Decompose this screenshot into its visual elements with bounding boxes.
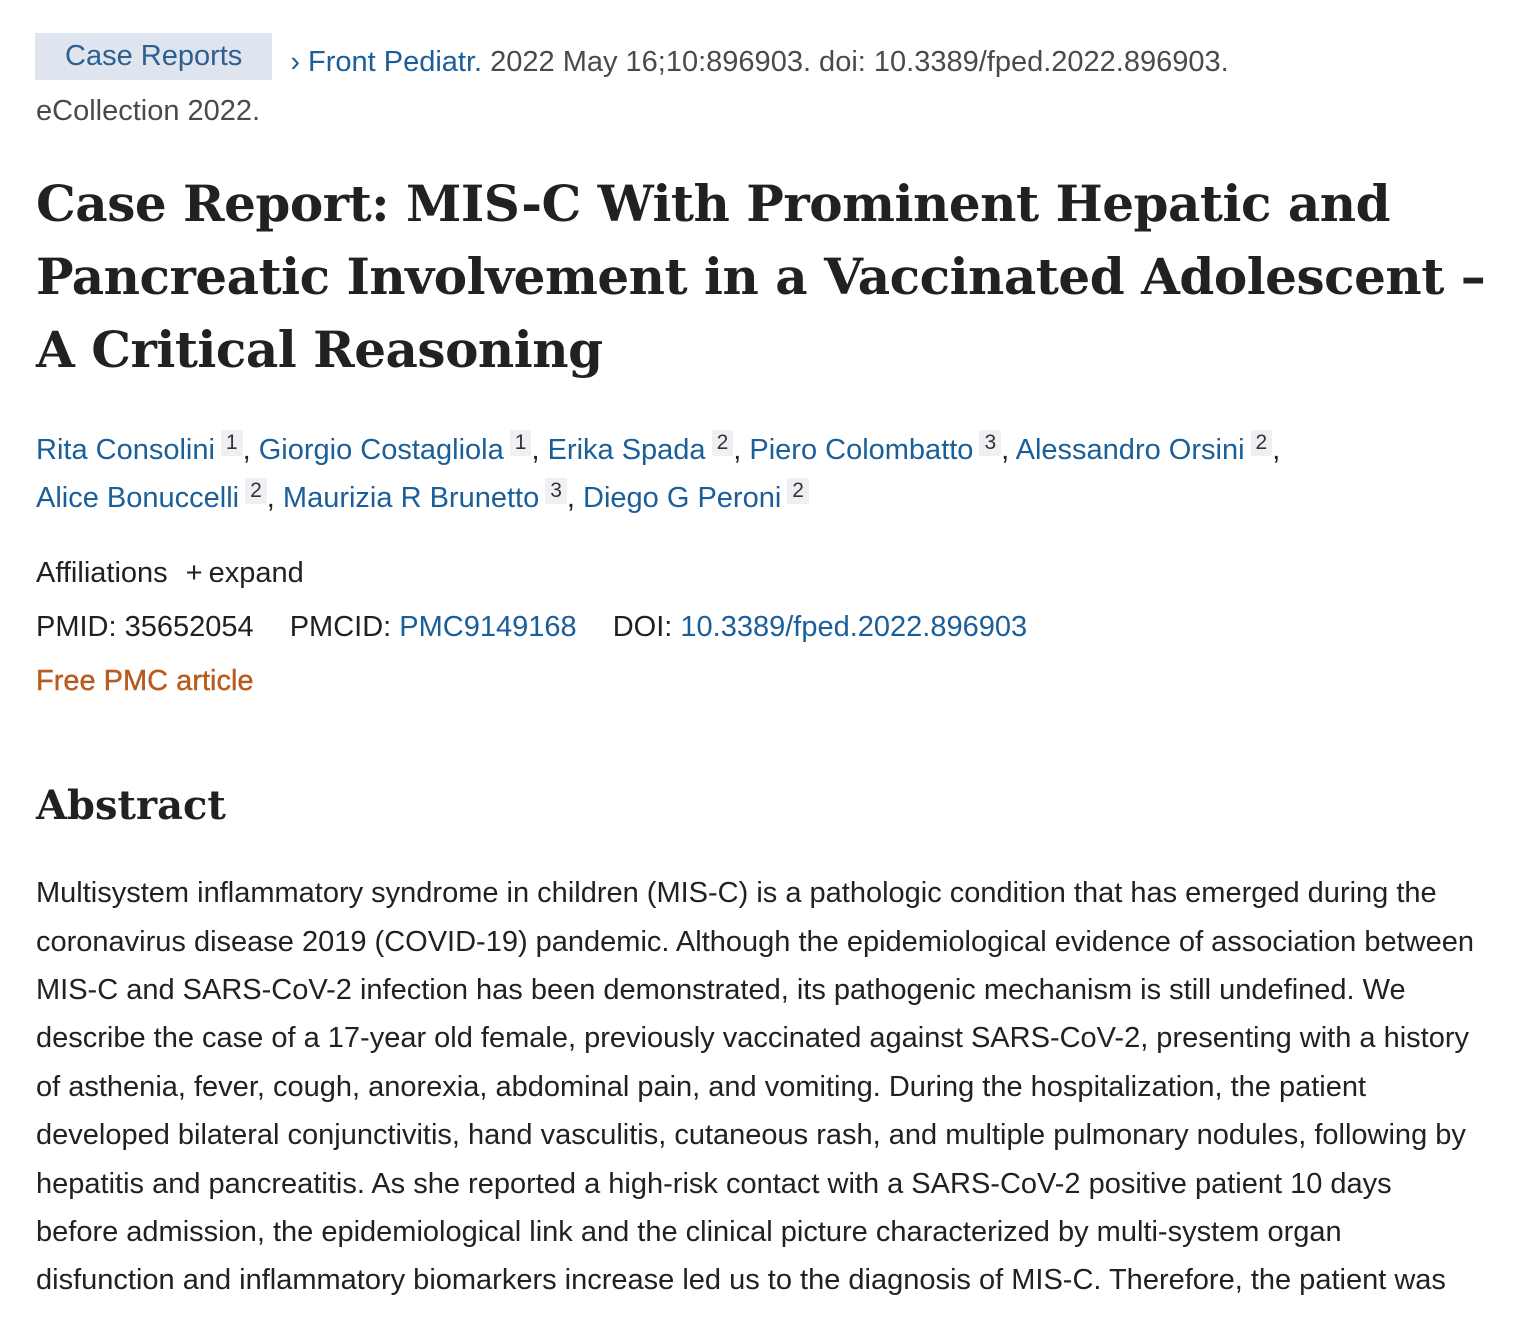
affiliation-ref[interactable]: 2 bbox=[1251, 430, 1273, 456]
free-pmc-article-label[interactable]: Free PMC article bbox=[36, 665, 254, 697]
author-link[interactable]: Giorgio Costagliola bbox=[258, 434, 504, 466]
author-link[interactable]: Maurizia R Brunetto bbox=[282, 482, 540, 514]
affiliations-label: Affiliations bbox=[36, 557, 168, 589]
affiliation-ref[interactable]: 3 bbox=[545, 478, 567, 504]
author-item bbox=[583, 479, 809, 514]
author-item: Alice Bonuccelli 2 , bbox=[36, 479, 283, 514]
author-item: Alessandro Orsini 2 , bbox=[1015, 431, 1281, 466]
author-item: Rita Consolini 1 , bbox=[36, 431, 259, 466]
author-item: Maurizia R Brunetto 3 , bbox=[282, 479, 584, 514]
author-link[interactable]: Rita Consolini bbox=[36, 434, 215, 466]
chevron-right-icon: › bbox=[290, 46, 300, 78]
author-list bbox=[36, 426, 1486, 522]
pmcid-label: PMCID: bbox=[289, 611, 392, 643]
abstract-heading: Abstract bbox=[36, 782, 226, 829]
affiliation-ref[interactable]: 1 bbox=[510, 430, 532, 456]
doi-label: DOI: bbox=[612, 611, 673, 643]
pmid-label: PMID: bbox=[36, 611, 117, 643]
doi-link[interactable]: 10.3389/fped.2022.896903 bbox=[680, 611, 1028, 643]
affiliation-ref[interactable]: 2 bbox=[245, 478, 267, 504]
journal-link[interactable]: Front Pediatr. bbox=[307, 46, 483, 78]
author-item: Giorgio Costagliola 1 , bbox=[258, 431, 548, 466]
article-page bbox=[36, 0, 1486, 1305]
affiliation-ref[interactable]: 3 bbox=[979, 430, 1001, 456]
author-link[interactable]: Alessandro Orsini bbox=[1015, 434, 1245, 466]
author-link[interactable]: Diego G Peroni bbox=[583, 482, 782, 514]
citation-details: 2022 May 16;10:896903. doi: 10.3389/fped.2022.896903. bbox=[482, 46, 1229, 78]
affiliations-toggle[interactable] bbox=[36, 546, 1486, 600]
affiliation-ref[interactable]: 1 bbox=[221, 430, 243, 456]
author-link[interactable]: Erika Spada bbox=[547, 434, 706, 466]
expand-label[interactable]: expand bbox=[208, 557, 304, 589]
publication-type-badge[interactable]: Case Reports bbox=[35, 33, 272, 80]
plus-icon[interactable]: + bbox=[185, 557, 203, 589]
author-item: Piero Colombatto 3 , bbox=[749, 431, 1016, 466]
citation-line bbox=[36, 33, 1486, 91]
pmid-value: 35652054 bbox=[124, 611, 254, 643]
author-item: Erika Spada 2 , bbox=[547, 431, 750, 466]
author-link[interactable]: Piero Colombatto bbox=[749, 434, 974, 466]
identifiers-row bbox=[36, 600, 1486, 654]
ecollection-text: eCollection 2022. bbox=[36, 95, 261, 127]
article-title: Case Report: MIS-C With Prominent Hepatic and Pancreatic Involvement in a Vaccinated Adolescent – A Critical Reasoning bbox=[36, 174, 1486, 379]
affiliation-ref[interactable]: 2 bbox=[712, 430, 734, 456]
pmcid-link[interactable]: PMC9149168 bbox=[399, 611, 577, 643]
author-link[interactable]: Alice Bonuccelli bbox=[36, 482, 240, 514]
affiliation-ref[interactable]: 2 bbox=[787, 478, 809, 504]
abstract-text: Multisystem inflammatory syndrome in children (MIS-C) is a pathologic condition that has emerged during the coronavirus disease 2019 (COVID-19) pandemic. Although the epidemiological evidence of association between MIS-C and SARS-CoV-2 infection has been demonstrated, its pathogenic mechanism is still undefined. We describe the case of a 17-year old female, previously vaccinated against SARS-CoV-2, presenting with a history of asthenia, fever, cough, anorexia, abdominal pain, and vomiting. During the hospitalization, the patient developed bilateral conjunctivitis, hand vasculitis, cutaneous rash, and multiple pulmonary nodules, following by hepatitis and pancreatitis. As she reported a high-risk contact with a SARS-CoV-2 positive patient 10 days before admission, the epidemiological link and the clinical picture characterized by multi-system organ disfunction and inflammatory biomarkers increase led us to the diagnosis of MIS-C. Therefore, the patient was bbox=[36, 877, 1474, 1297]
